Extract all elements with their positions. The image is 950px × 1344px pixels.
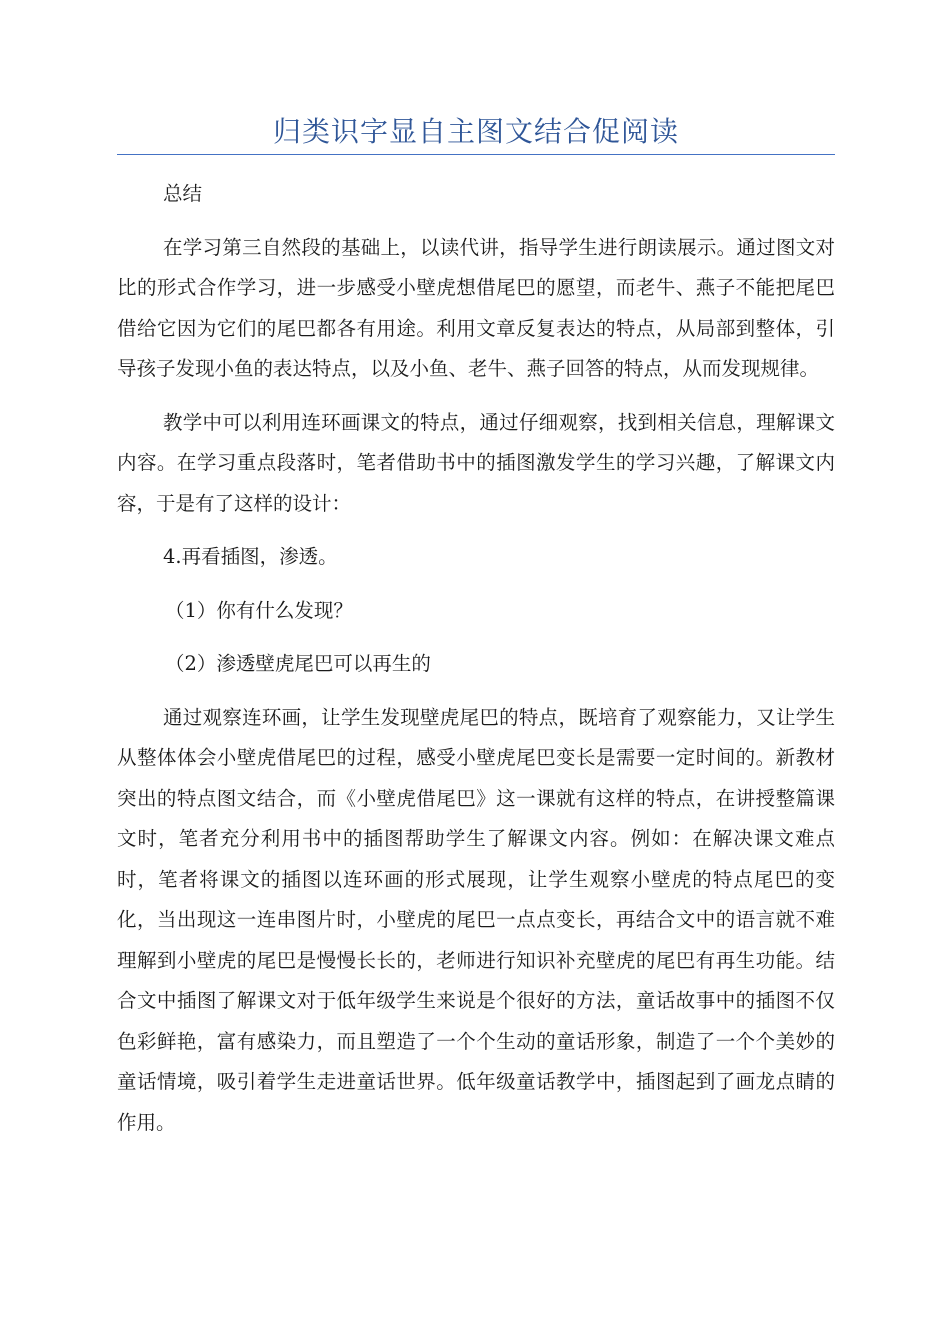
document-body (117, 174, 835, 1156)
paragraph: 通过观察连环画，让学生发现壁虎尾巴的特点，既培育了观察能力，又让学生从整体体会小壁虎借尾巴的过程，感受小壁虎尾巴变长是需要一定时间的。新教材突出的特点图文结合，而《小壁虎借尾巴》这一课就有这样的特点，在讲授整篇课文时，笔者充分利用书中的插图帮助学生了解课文内容。例如：在解决课文难点时，笔者将课文的插图以连环画的形式展现，让学生观察小壁虎的特点尾巴的变化，当出现这一连串图片时，小壁虎的尾巴一点点变长，再结合文中的语言就不难理解到小壁虎的尾巴是慢慢长长的，老师进行知识补充壁虎的尾巴有再生功能。结合文中插图了解课文对于低年级学生来说是个很好的方法，童话故事中的插图不仅色彩鲜艳，富有感染力，而且塑造了一个个生动的童话形象，制造了一个个美妙的童话情境，吸引着学生走进童话世界。低年级童话教学中，插图起到了画龙点睛的作用。 (117, 705, 835, 1134)
paragraph: 在学习第三自然段的基础上，以读代讲，指导学生进行朗读展示。通过图文对比的形式合作学习，进一步感受小壁虎想借尾巴的愿望，而老牛、燕子不能把尾巴借给它因为它们的尾巴都各有用途。利用文章反复表达的特点，从局部到整体，引导孩子发现小鱼的表达特点，以及小鱼、老牛、燕子回答的特点，从而发现规律。 (117, 235, 835, 380)
paragraph-step-heading: 4.再看插图，渗透。 (163, 545, 338, 568)
paragraph: 教学中可以利用连环画课文的特点，通过仔细观察，找到相关信息，理解课文内容。在学习重点段落时，笔者借助书中的插图激发学生的学习兴趣，了解课文内容，于是有了这样的设计： (117, 410, 835, 515)
paragraph-sub-item: （2）渗透壁虎尾巴可以再生的 (165, 652, 431, 675)
document-title: 归类识字显自主图文结合促阅读 (272, 115, 679, 148)
paragraph-sub-item: （1）你有什么发现？ (165, 598, 353, 622)
paragraph-summary-heading: 总结 (163, 182, 203, 205)
title-underline (117, 154, 835, 155)
